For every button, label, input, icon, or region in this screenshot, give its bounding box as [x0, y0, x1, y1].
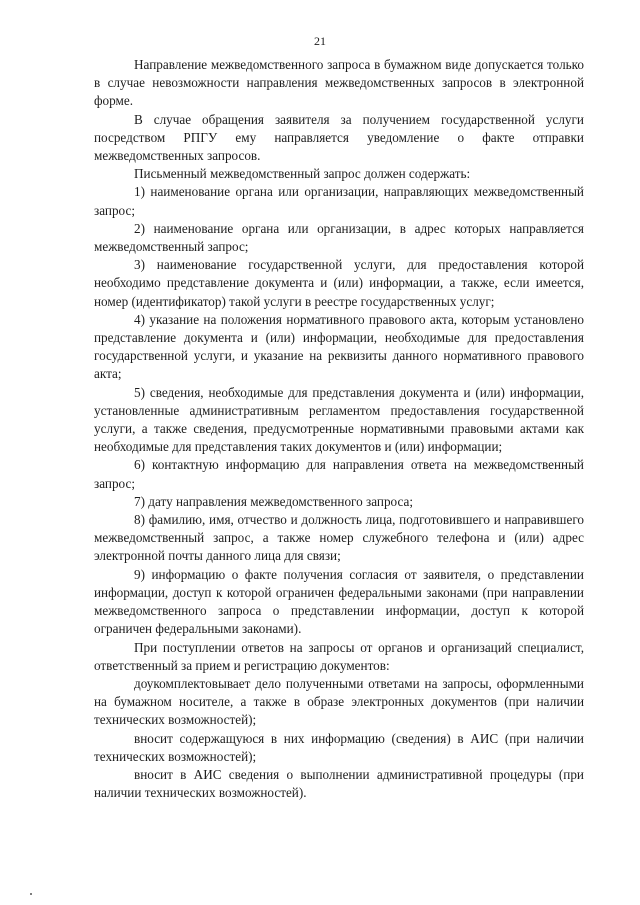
document-body [94, 56, 584, 802]
list-item-9: 9) информацию о факте получения согласия от заявителя, о представлении информации, доступ к которой ограничен федеральными законами (при направлении межведомственного запроса о представлении информации, доступ к которой ограничен федеральными законами). [94, 566, 584, 637]
list-item-2: 2) наименование органа или организации, в адрес которых направляется межведомственный запрос; [94, 220, 584, 255]
list-item-8: 8) фамилию, имя, отчество и должность лица, подготовившего и направившего межведомственный запрос, а также номер служебного телефона и (или) адрес электронной почты данного лица для связи; [94, 512, 584, 564]
list-item-5: 5) сведения, необходимые для представления документа и (или) информации, установленные административным регламентом предоставления государственной услуги, а также сведения, предусмотренные нормативными правовыми актами как необходимые для представления таких документов и (или) информации; [94, 384, 584, 455]
paragraph-rpgu-notification: В случае обращения заявителя за получением государственной услуги посредством РПГУ ему направляется уведомление о факте отправки межведомственных запросов. [94, 111, 584, 164]
action-item-complete-file: доукомплектовывает дело полученными ответами на запросы, оформленными на бумажном носителе, а также в образе электронных документов (при наличии технических возможностей); [94, 675, 584, 728]
list-item-1: 1) наименование органа или организации, направляющих межведомственный запрос; [94, 184, 584, 218]
list-item-6: 6) контактную информацию для направления ответа на межведомственный запрос; [94, 457, 584, 491]
paragraph-request-contents-intro: Письменный межведомственный запрос должен содержать: [134, 166, 471, 182]
page-number: 21 [314, 34, 326, 48]
paragraph-responses-received: При поступлении ответов на запросы от органов и организаций специалист, ответственный за прием и регистрацию документов: [94, 639, 584, 673]
action-item-enter-procedure-ais: вносит в АИС сведения о выполнении административной процедуры (при наличии технических возможностей). [94, 766, 584, 801]
scan-speck [30, 893, 32, 895]
list-item-3: 3) наименование государственной услуги, для предоставления которой необходимо представление документа и (или) информации, а также, если имеется, номер (идентификатор) такой услуги в реестре государственных услуг; [94, 257, 584, 309]
action-item-enter-info-ais: вносит содержащуюся в них информацию (сведения) в АИС (при наличии технических возможностей); [94, 730, 584, 764]
list-item-4: 4) указание на положения нормативного правового акта, которым установлено представление документа и (или) информации, необходимые для предоставления государственной услуги, и указание на реквизиты данного нормативного правового акта; [94, 311, 584, 382]
paragraph-paper-request: Направление межведомственного запроса в бумажном виде допускается только в случае невозможности направления межведомственных запросов в электронной форме. [94, 57, 584, 109]
list-item-7: 7) дату направления межведомственного запроса; [134, 493, 414, 509]
